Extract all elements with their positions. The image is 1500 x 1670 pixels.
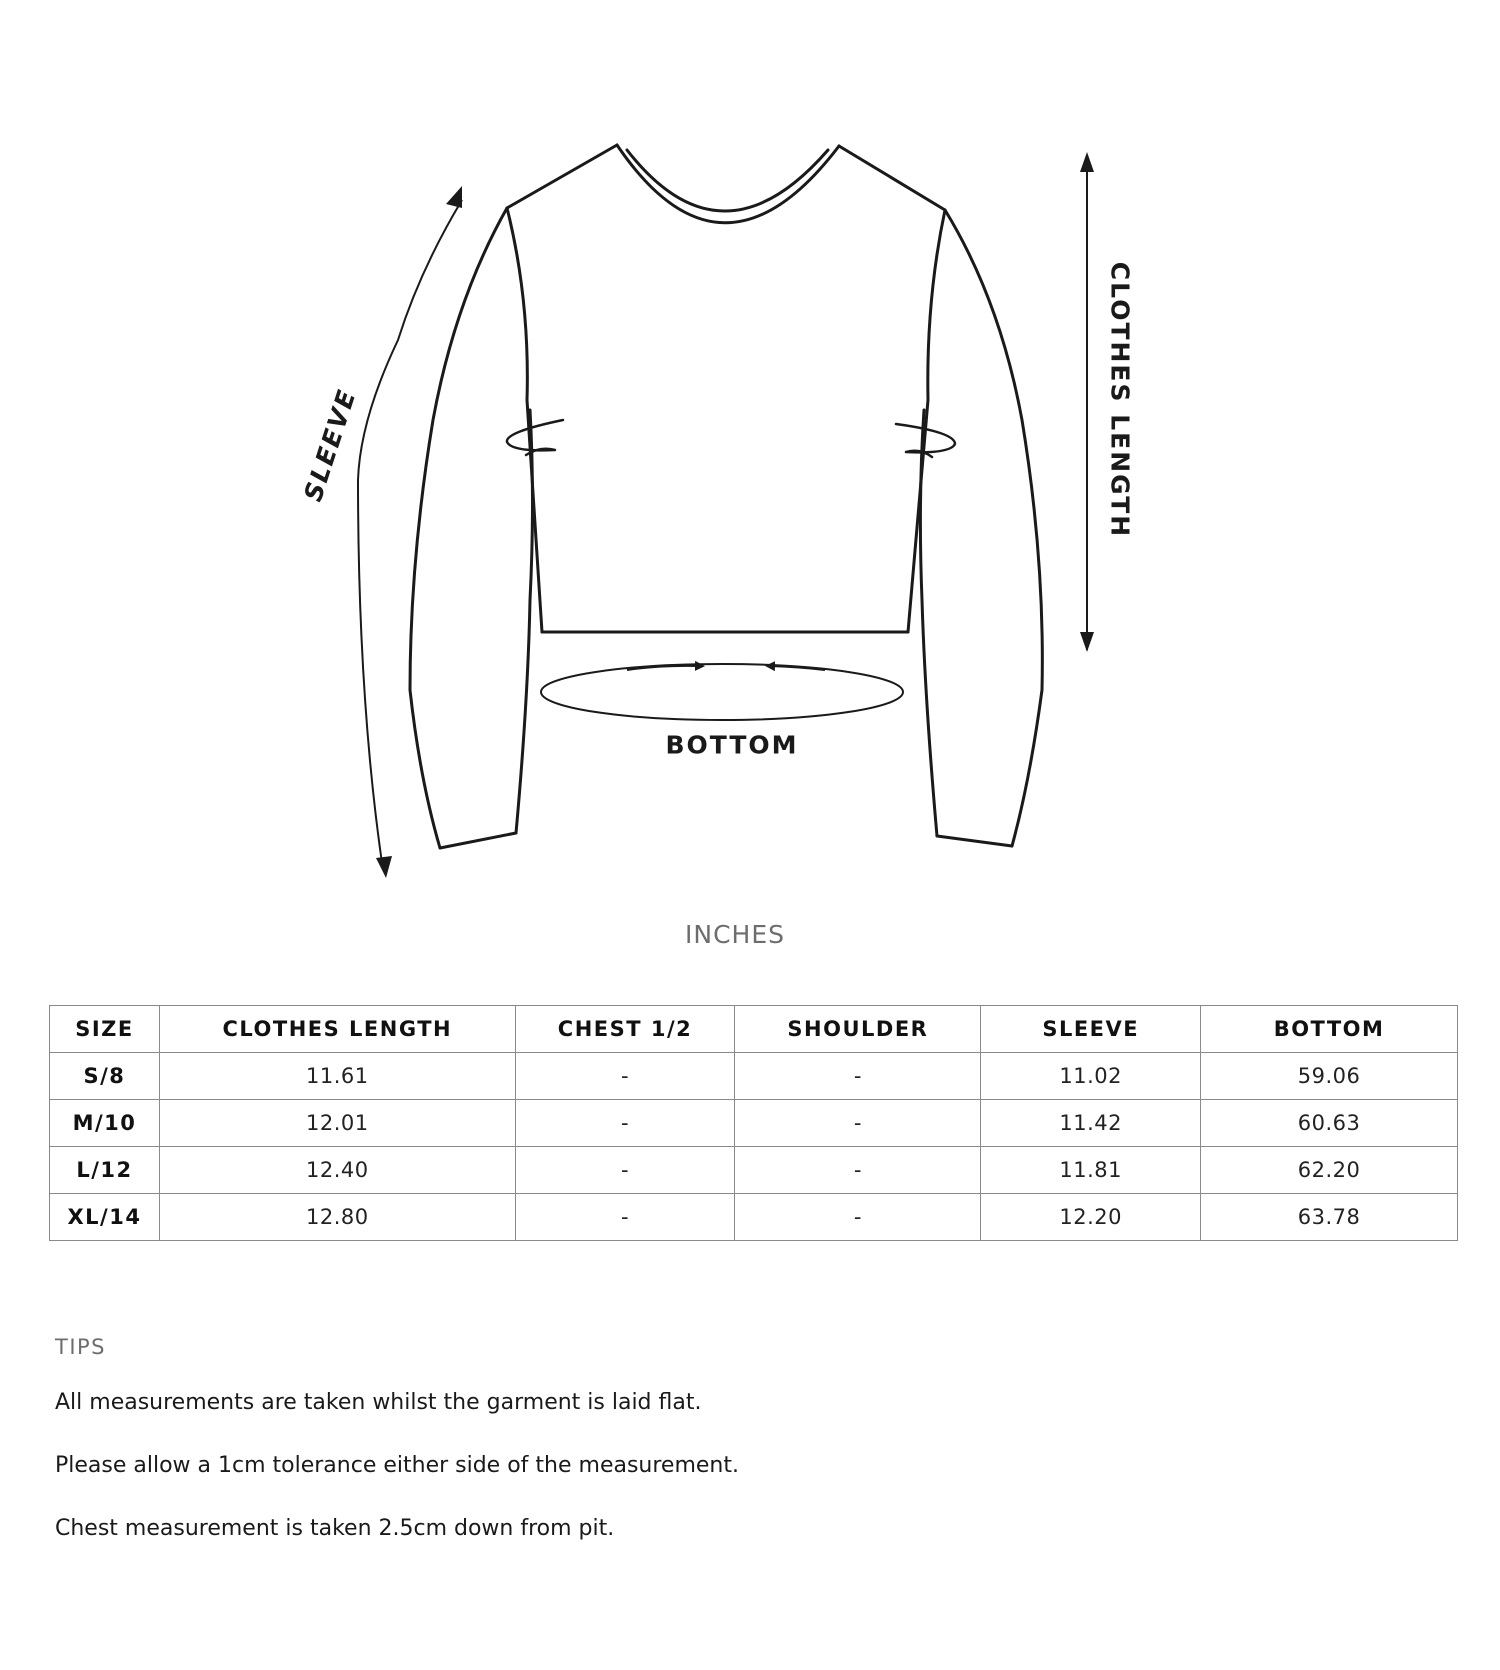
tips-title: TIPS — [55, 1335, 107, 1359]
tip-line: All measurements are taken whilst the garment is laid flat. — [55, 1390, 702, 1415]
left-cuff — [440, 833, 516, 848]
clothes-length-arrow-bottom — [1080, 632, 1094, 652]
cell-size: S/8 — [50, 1053, 160, 1100]
cell-shoulder: - — [735, 1100, 981, 1147]
table-header-row — [50, 1006, 1458, 1053]
header-shoulder: SHOULDER — [735, 1006, 981, 1053]
cell-chest: - — [515, 1100, 735, 1147]
header-size: SIZE — [50, 1006, 160, 1053]
header-chest: CHEST 1/2 — [515, 1006, 735, 1053]
clothes-length-arrow-top — [1080, 152, 1094, 172]
right-sleeve-outer — [945, 210, 1042, 846]
cell-sleeve: 12.20 — [981, 1194, 1201, 1241]
table-row — [50, 1100, 1458, 1147]
sleeve-arrow — [358, 200, 462, 870]
cell-sleeve: 11.02 — [981, 1053, 1201, 1100]
table-row — [50, 1194, 1458, 1241]
shoulder-left — [507, 145, 617, 208]
cell-sleeve: 11.42 — [981, 1100, 1201, 1147]
clothes-length-label: CLOTHES LENGTH — [1105, 261, 1135, 539]
right-body-side — [908, 210, 945, 632]
shoulder-right — [839, 146, 945, 210]
left-body-side — [507, 208, 542, 632]
sleeve-label: SLEEVE — [298, 385, 362, 505]
cell-clothes-length: 11.61 — [159, 1053, 515, 1100]
cell-bottom: 60.63 — [1201, 1100, 1458, 1147]
unit-label: INCHES — [685, 920, 785, 949]
bottom-ellipse — [541, 664, 903, 720]
cell-clothes-length: 12.40 — [159, 1147, 515, 1194]
cell-shoulder: - — [735, 1194, 981, 1241]
cell-sleeve: 11.81 — [981, 1147, 1201, 1194]
cell-size: L/12 — [50, 1147, 160, 1194]
cell-shoulder: - — [735, 1053, 981, 1100]
table-row — [50, 1053, 1458, 1100]
cell-bottom: 63.78 — [1201, 1194, 1458, 1241]
table-row — [50, 1147, 1458, 1194]
tips-section — [55, 1335, 1355, 1578]
cell-clothes-length: 12.01 — [159, 1100, 515, 1147]
tip-line: Please allow a 1cm tolerance either side of the measurement. — [55, 1453, 739, 1478]
cell-clothes-length: 12.80 — [159, 1194, 515, 1241]
left-sleeve-outer — [410, 208, 507, 848]
tip-line: Chest measurement is taken 2.5cm down from pit. — [55, 1516, 615, 1541]
left-sleeve-inner — [516, 410, 533, 833]
cell-bottom: 59.06 — [1201, 1053, 1458, 1100]
cell-size: M/10 — [50, 1100, 160, 1147]
header-sleeve: SLEEVE — [981, 1006, 1201, 1053]
bottom-label: BOTTOM — [665, 730, 799, 760]
cell-chest: - — [515, 1147, 735, 1194]
cell-size: XL/14 — [50, 1194, 160, 1241]
cell-chest: - — [515, 1194, 735, 1241]
sleeve-arrow-top — [446, 186, 462, 208]
neckline-inner — [627, 150, 828, 211]
right-cuff — [937, 836, 1012, 846]
header-bottom: BOTTOM — [1201, 1006, 1458, 1053]
cell-shoulder: - — [735, 1147, 981, 1194]
size-table — [49, 1005, 1458, 1241]
cell-chest: - — [515, 1053, 735, 1100]
cell-bottom: 62.20 — [1201, 1147, 1458, 1194]
header-clothes-length: CLOTHES LENGTH — [159, 1006, 515, 1053]
sleeve-arrow-bottom — [376, 856, 392, 878]
chest-marker-left — [507, 420, 563, 455]
